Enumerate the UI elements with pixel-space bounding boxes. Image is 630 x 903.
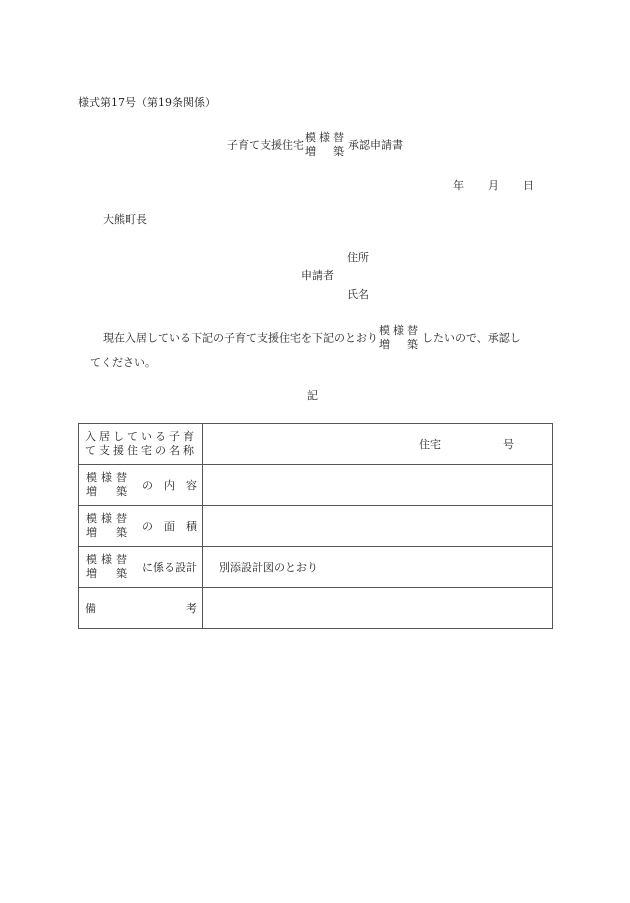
facility-name-value[interactable]	[203, 424, 553, 465]
record-heading: 記	[307, 389, 318, 402]
content-label	[79, 465, 203, 506]
remarks-value[interactable]	[203, 588, 553, 629]
content-alternatives	[86, 471, 131, 499]
body-line-1	[103, 324, 521, 352]
area-suffix-char-2: 面	[164, 520, 175, 533]
area-alternatives	[86, 512, 131, 540]
body-alternatives	[379, 324, 421, 352]
facility-number-label: 号	[503, 438, 514, 451]
content-suffix-char-3: 容	[186, 479, 197, 492]
application-details-table	[78, 423, 553, 629]
date-day: 日	[523, 179, 534, 192]
content-suffix-char-1: の	[142, 479, 153, 492]
table-row-remarks	[79, 588, 553, 629]
body-line-1-after: したいので、承認し	[422, 331, 521, 345]
applicant-name-label: 氏名	[347, 288, 369, 301]
title-suffix: 承認申請書	[348, 138, 403, 152]
table-row-area	[79, 506, 553, 547]
area-suffix-char-3: 積	[186, 520, 197, 533]
date-year: 年	[453, 179, 464, 192]
area-suffix-char-1: の	[142, 520, 153, 533]
design-label	[79, 547, 203, 588]
facility-name-label-line-1: 入居している子育	[85, 429, 197, 443]
design-alt-bottom: 増 築	[86, 567, 131, 580]
content-suffix	[142, 477, 197, 493]
content-value[interactable]	[203, 465, 553, 506]
facility-name-label	[79, 424, 203, 465]
title-alt-bottom: 増 築	[305, 144, 347, 158]
design-alt-top: 模様替	[86, 553, 131, 567]
body-line-1-before: 現在入居している下記の子育て支援住宅を下記のとおり	[103, 331, 378, 345]
area-alt-top: 模様替	[86, 512, 131, 526]
title-alt-top: 模様替	[305, 131, 347, 144]
table-row-facility-name	[79, 424, 553, 465]
content-alt-top: 模様替	[86, 471, 131, 485]
body-line-2: てください。	[90, 356, 156, 369]
table-row-content	[79, 465, 553, 506]
content-suffix-char-2: 内	[164, 479, 175, 492]
title-prefix: 子育て支援住宅	[227, 138, 304, 152]
area-value[interactable]	[203, 506, 553, 547]
area-label	[79, 506, 203, 547]
design-value-text: 別添設計図のとおり	[219, 561, 318, 574]
title-alternatives	[305, 131, 347, 159]
applicant-label: 申請者	[301, 269, 334, 282]
design-suffix: に係る設計	[142, 561, 197, 574]
area-alt-bottom: 増 築	[86, 526, 131, 539]
body-alt-bottom: 増 築	[379, 337, 421, 351]
body-alt-top: 模様替	[379, 324, 421, 337]
document-title	[0, 131, 630, 159]
remarks-label	[79, 588, 203, 629]
remarks-label-char-1: 備	[85, 602, 96, 615]
form-number: 様式第17号（第19条関係）	[78, 96, 216, 109]
facility-name-label-line-2: て支援住宅の名称	[85, 444, 197, 457]
remarks-label-char-2: 考	[186, 602, 197, 615]
applicant-address-label: 住所	[347, 251, 369, 264]
facility-house-label: 住宅	[419, 438, 441, 451]
date-month: 月	[488, 179, 499, 192]
addressee: 大熊町長	[103, 213, 147, 226]
design-alternatives	[86, 553, 131, 581]
content-alt-bottom: 増 築	[86, 485, 131, 498]
area-suffix	[142, 518, 197, 534]
design-value[interactable]	[203, 547, 553, 588]
table-row-design	[79, 547, 553, 588]
